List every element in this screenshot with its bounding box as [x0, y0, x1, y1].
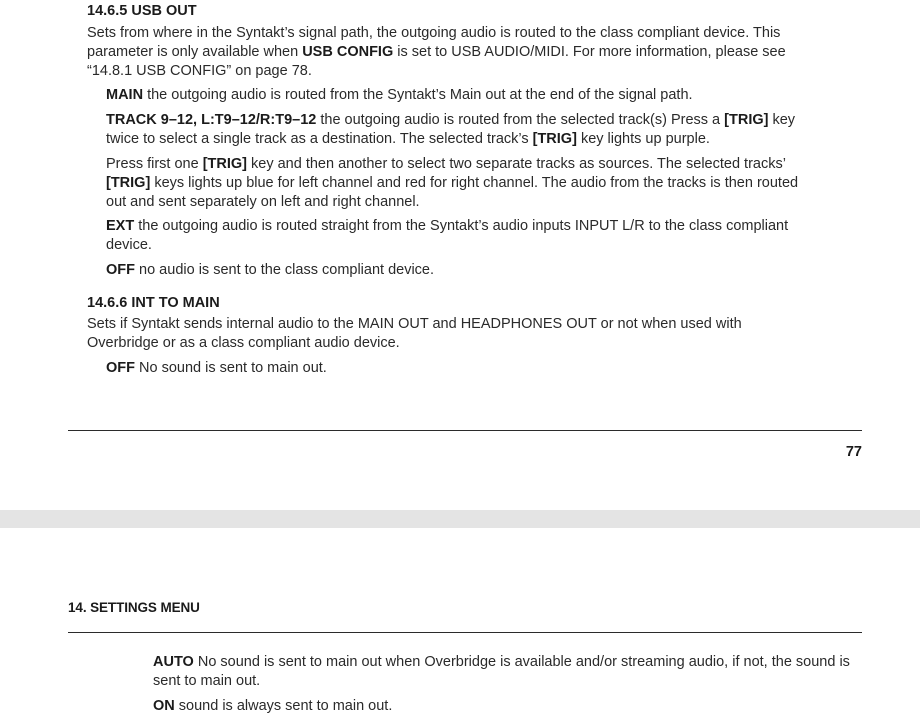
- option-auto: AUTO No sound is sent to main out when Overbridge is available and/or streaming audio, if not, the sound is sent to main out.: [153, 654, 850, 689]
- section-heading-int-to-main: 14.6.6 INT TO MAIN: [87, 295, 220, 311]
- option-term: OFF: [106, 262, 135, 278]
- option-term: ON: [153, 698, 175, 714]
- option-term: TRACK 9–12, L:T9–12/R:T9–12: [106, 112, 317, 128]
- page-separator: [0, 510, 920, 528]
- option-track: TRACK 9–12, L:T9–12/R:T9–12 the outgoing audio is routed from the selected track(s) Press a [TRIG] key twice to select a single track as a destination. The selected track’s [TRIG] key lights up purple.: [106, 112, 796, 147]
- option-ext: EXT the outgoing audio is routed straight from the Syntakt’s audio inputs INPUT L/R to the class compliant device.: [106, 218, 789, 253]
- running-header: 14. SETTINGS MENU: [68, 600, 200, 615]
- option-main: MAIN the outgoing audio is routed from the Syntakt’s Main out at the end of the signal path.: [106, 87, 693, 103]
- option-track-dual-source: Press first one [TRIG] key and then another to select two separate tracks as sources. The selected tracks’ [TRIG] keys lights up blue for left channel and red for right channel. The audio from the tracks is then routed out and sent separately on left and right channel.: [106, 156, 799, 210]
- option-term: AUTO: [153, 654, 194, 670]
- manual-page-78: [0, 528, 920, 724]
- section-heading-usb-out: 14.6.5 USB OUT: [87, 3, 197, 19]
- page-number: 77: [845, 444, 862, 460]
- option-term: OFF: [106, 360, 135, 376]
- int-to-main-description: Sets if Syntakt sends internal audio to the MAIN OUT and HEADPHONES OUT or not when used with Overbridge or as a class compliant audio device.: [87, 316, 742, 351]
- header-divider: [68, 632, 862, 633]
- option-term: MAIN: [106, 87, 144, 103]
- option-on: ON sound is always sent to main out.: [153, 698, 393, 714]
- usb-out-description: Sets from where in the Syntakt’s signal path, the outgoing audio is routed to the class compliant device. This parameter is only available when USB CONFIG is set to USB AUDIO/MIDI. For more information, please see “14.8.1 USB CONFIG” on page 78.: [87, 25, 786, 79]
- option-off: OFF no audio is sent to the class compliant device.: [106, 262, 435, 278]
- option-term: EXT: [106, 218, 135, 234]
- footer-divider: [68, 430, 862, 431]
- option-off-int: OFF No sound is sent to main out.: [106, 360, 327, 376]
